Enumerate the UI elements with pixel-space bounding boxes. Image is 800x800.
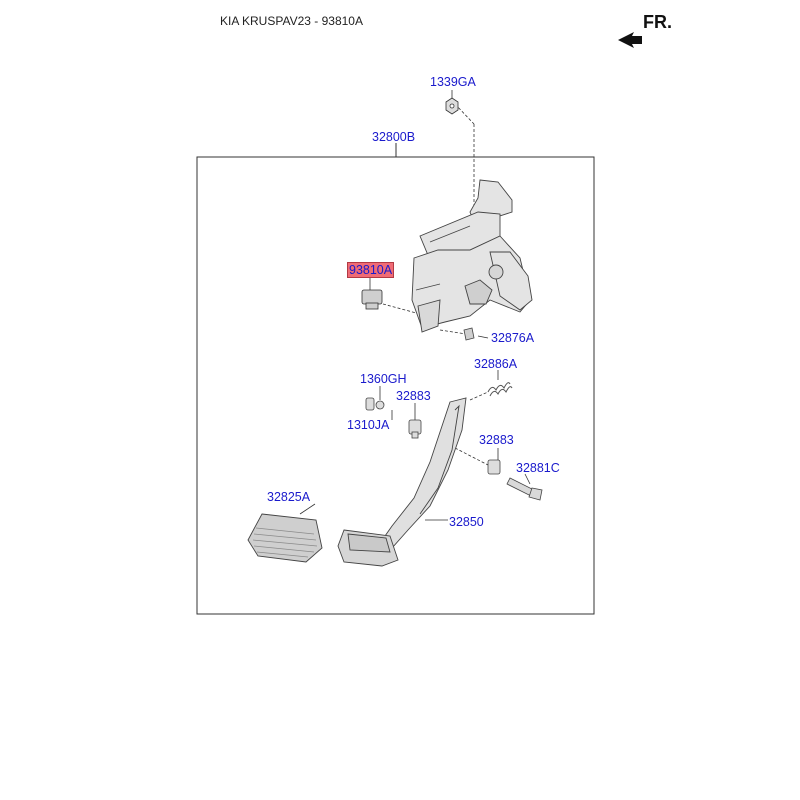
front-direction-label: FR.: [643, 12, 672, 32]
part-callout-93810A[interactable]: 93810A: [349, 263, 393, 277]
part-callout-1360GH[interactable]: 1360GH: [360, 372, 407, 386]
diagram-title: KIA KRUSPAV23 - 93810A: [220, 14, 363, 28]
part-callout-32881C[interactable]: 32881C: [516, 461, 560, 475]
part-callout-32883-left[interactable]: 32883: [396, 389, 431, 403]
nut-1310JA: [366, 398, 374, 410]
bushing-32883-right: [488, 460, 500, 474]
front-direction-arrow-icon: [618, 32, 642, 48]
part-callout-32850[interactable]: 32850: [449, 515, 484, 529]
pedal-bracket: [412, 180, 532, 332]
part-callout-32876A[interactable]: 32876A: [491, 331, 535, 345]
pedal-pad: [248, 514, 322, 562]
clip-32876A: [464, 328, 474, 340]
stop-lamp-switch: [362, 290, 382, 309]
bushing-1360GH: [376, 401, 384, 409]
bushing-32883-left: [409, 420, 421, 438]
part-callout-1339GA[interactable]: 1339GA: [430, 75, 476, 89]
bolt-32881C: [507, 478, 542, 500]
part-callout-1310JA[interactable]: 1310JA: [347, 418, 390, 432]
part-callout-32883-right[interactable]: 32883: [479, 433, 514, 447]
spring-32886A: [488, 383, 512, 396]
part-callout-32825A[interactable]: 32825A: [267, 490, 311, 504]
nut-1339GA: [446, 98, 458, 114]
part-callout-32800B[interactable]: 32800B: [372, 130, 416, 144]
part-callout-32886A[interactable]: 32886A: [474, 357, 518, 371]
